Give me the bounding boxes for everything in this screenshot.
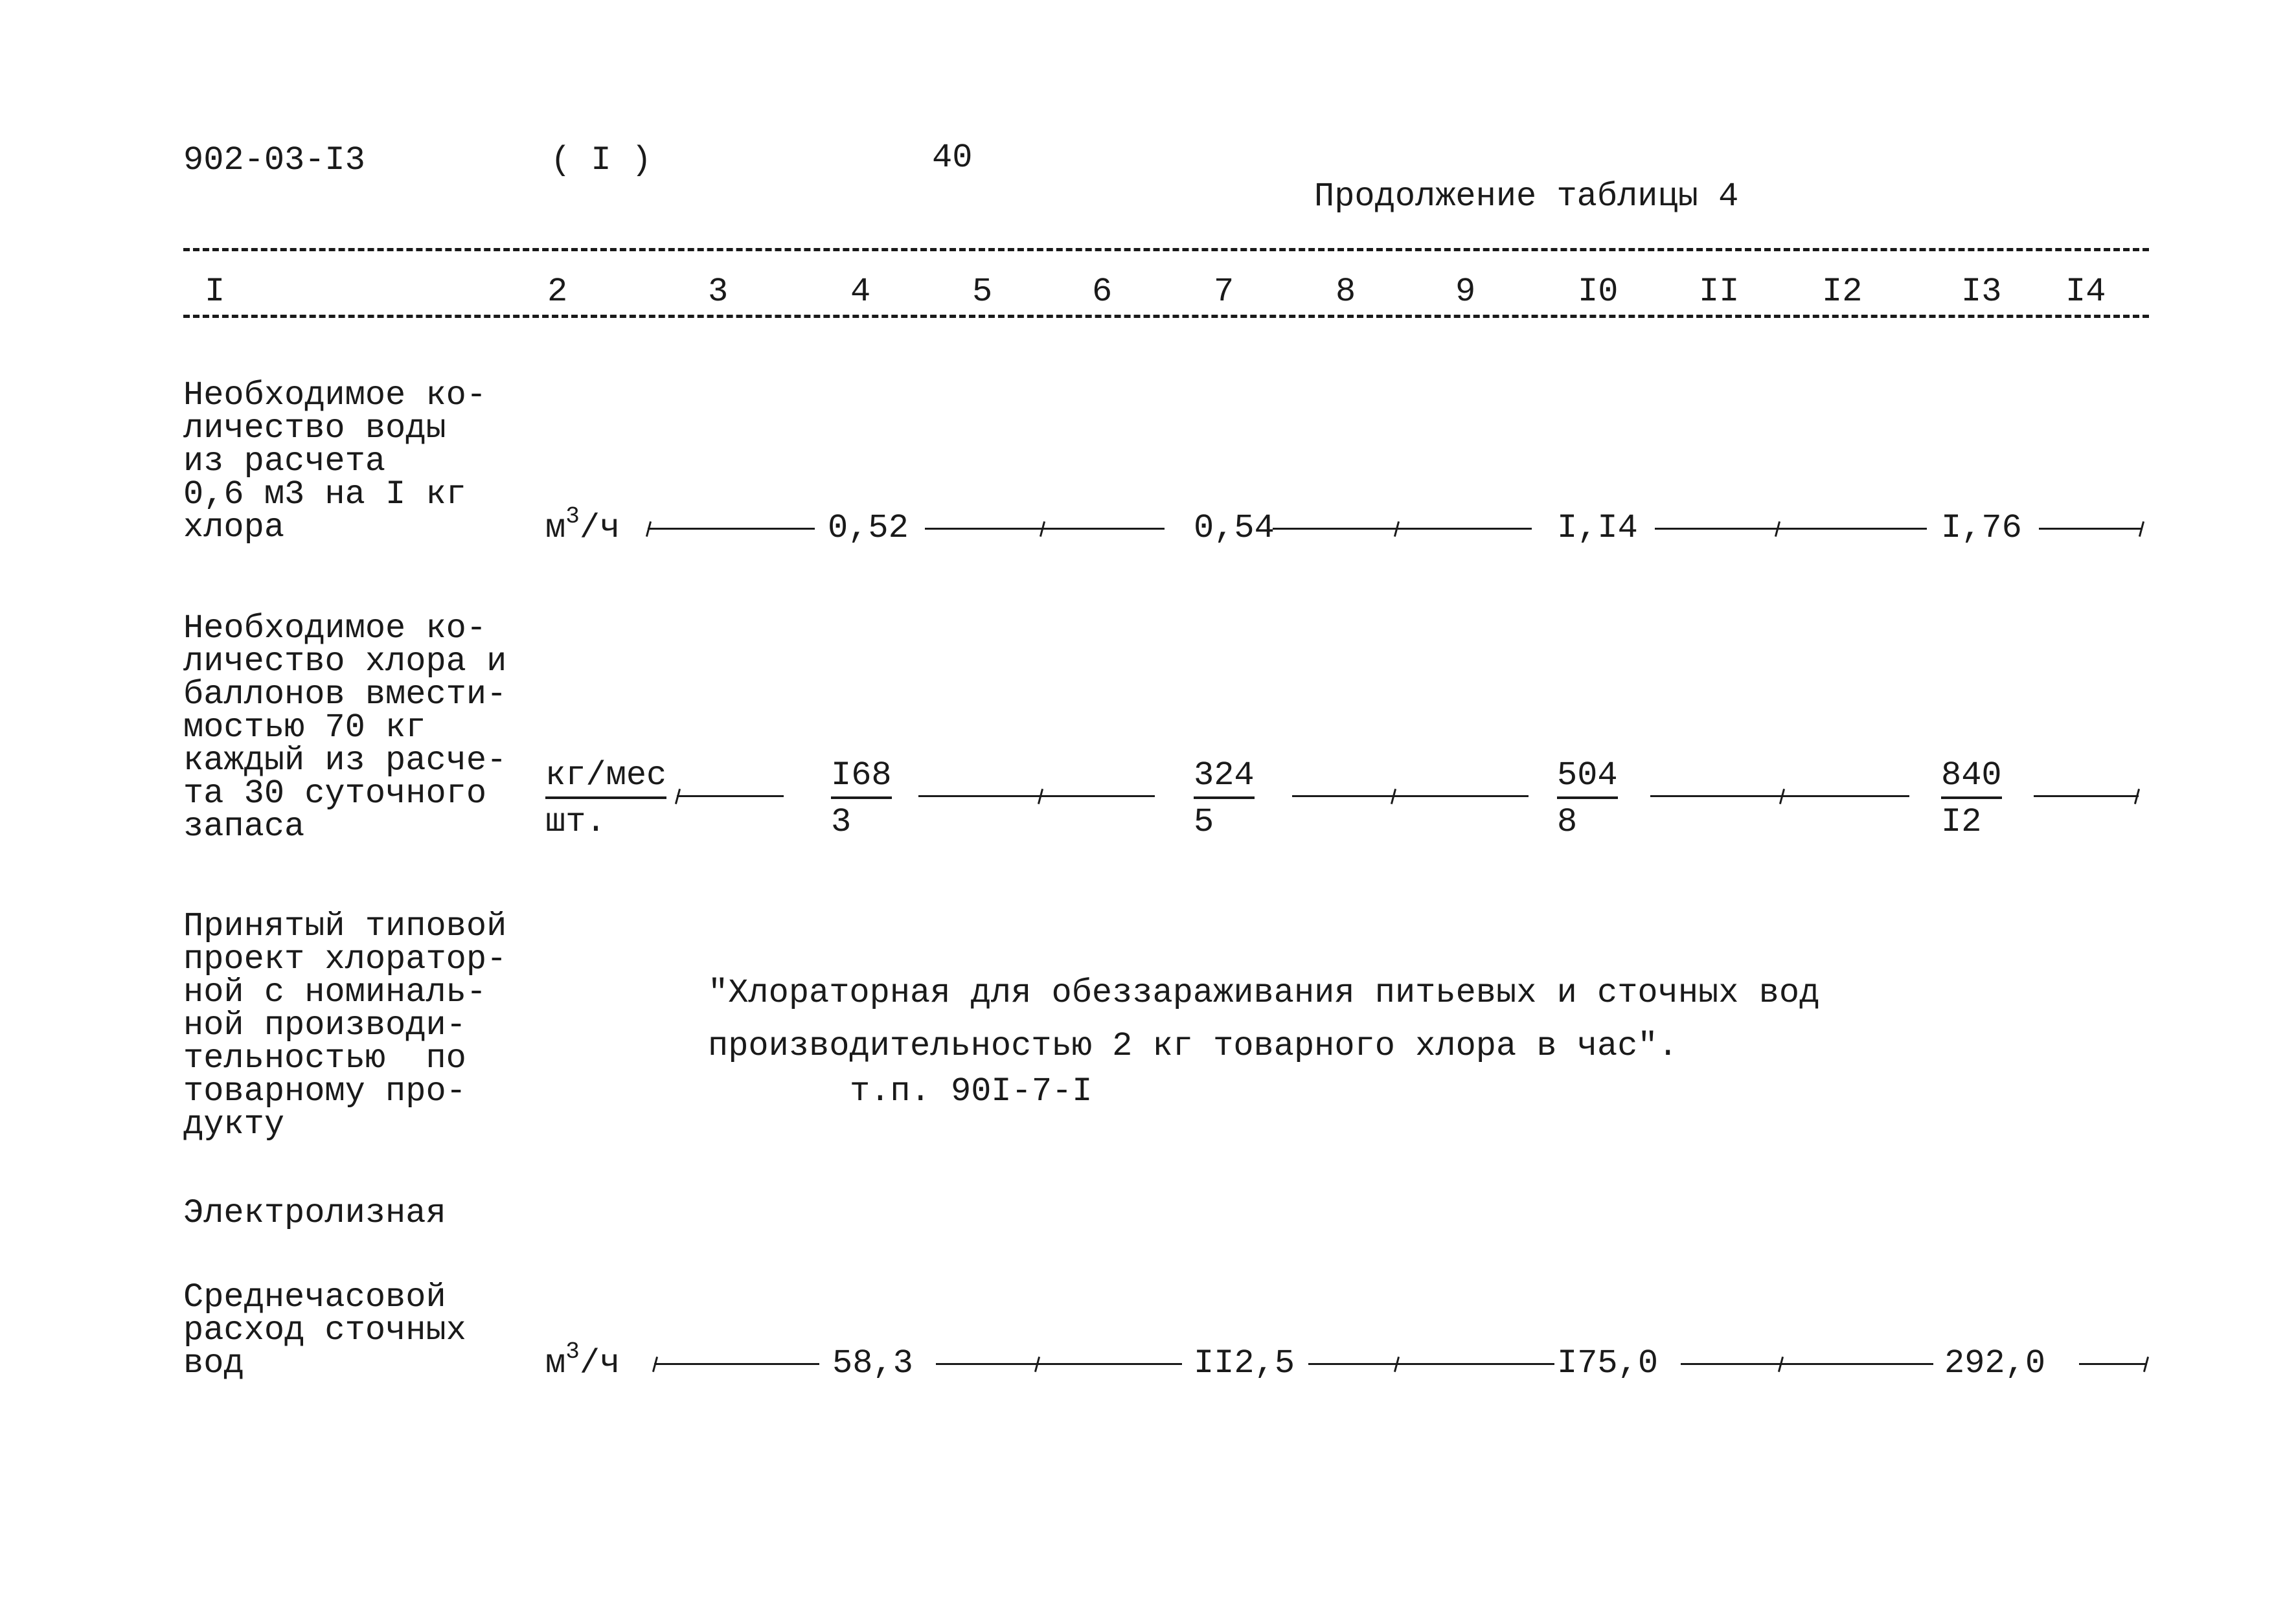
row-label-water [183,376,546,547]
label-line: та 30 суточного [183,774,487,813]
label-line: 0,6 м3 на I кг [183,475,466,513]
label-line: Электролизная [183,1194,446,1232]
label-line: Принятый типовой [183,907,507,945]
row-label-wastewater [183,1278,546,1382]
header-bottom-rule [183,315,2149,318]
value-fraction: $\frac{504}{8}$ [1557,756,1618,841]
column-header: 8 [1336,273,1356,311]
label-line: ной производи- [183,1006,466,1044]
page-number: 40 [932,139,973,177]
row-label-chlorine [183,609,546,846]
label-line: Среднечасовой [183,1278,446,1316]
project-title-line: "Хлораторная для обеззараживания питьевых и сточных вод [708,974,1820,1012]
column-header: 7 [1214,273,1234,311]
column-header: I0 [1578,273,1619,311]
label-line: хлора [183,508,285,547]
value-fraction: $\frac{I68}{3}$ [831,756,892,841]
label-line: Необходимое ко- [183,609,487,648]
column-header: 3 [708,273,729,311]
row-label-electrolysis [183,1194,546,1232]
column-header: I3 [1961,273,2002,311]
label-line: личество воды [183,409,446,447]
column-header: II [1699,273,1740,311]
column-header: 6 [1092,273,1113,311]
value: II2,5 [1194,1344,1295,1382]
table-top-rule [183,248,2149,251]
column-header: 2 [547,273,568,311]
value: 0,54 [1194,509,1275,547]
value: I75,0 [1557,1344,1659,1382]
label-line: каждый из расче- [183,741,507,780]
value: I,76 [1941,509,2022,547]
column-header: 4 [850,273,871,311]
column-header: I [205,273,225,311]
unit-bottom: шт. [545,803,606,841]
label-line: личество хлора и [183,642,507,681]
value: I,I4 [1557,509,1638,547]
project-code: т.п. 90I-7-I [850,1072,1093,1111]
label-line: баллонов вмести- [183,675,507,714]
value-fraction: $\frac{324}{5}$ [1194,756,1255,841]
column-header: I2 [1822,273,1863,311]
value: 0,52 [828,509,909,547]
label-line: дукту [183,1105,285,1144]
unit: $м^3/ч$ [545,1338,620,1382]
column-header: 5 [972,273,993,311]
label-line: запаса [183,807,305,846]
unit-top: кг/мес [545,759,666,799]
label-line: вод [183,1344,244,1382]
label-line: проект хлоратор- [183,940,507,978]
row-label-project [183,907,546,1144]
label-line: Необходимое ко- [183,376,487,414]
label-line: ной с номиналь- [183,973,487,1011]
column-header: 9 [1455,273,1476,311]
label-line: тельностью по [183,1039,466,1077]
label-line: расход сточных [183,1311,466,1349]
part-number: ( I ) [551,141,652,179]
value: 58,3 [832,1344,913,1382]
label-line: из расчета [183,442,386,480]
unit-fraction [545,756,667,841]
document-code: 902-03-I3 [183,141,365,179]
unit: $м^3/ч$ [545,503,620,547]
column-header: I4 [2065,273,2106,311]
value: 292,0 [1944,1344,2046,1382]
table-caption: Продолжение таблицы 4 [1314,177,1739,216]
label-line: мостью 70 кг [183,708,426,747]
project-title-line: производительностью 2 кг товарного хлора в час". [708,1027,1678,1065]
value-fraction: $\frac{840}{I2}$ [1941,756,2002,841]
label-line: товарному про- [183,1072,466,1111]
